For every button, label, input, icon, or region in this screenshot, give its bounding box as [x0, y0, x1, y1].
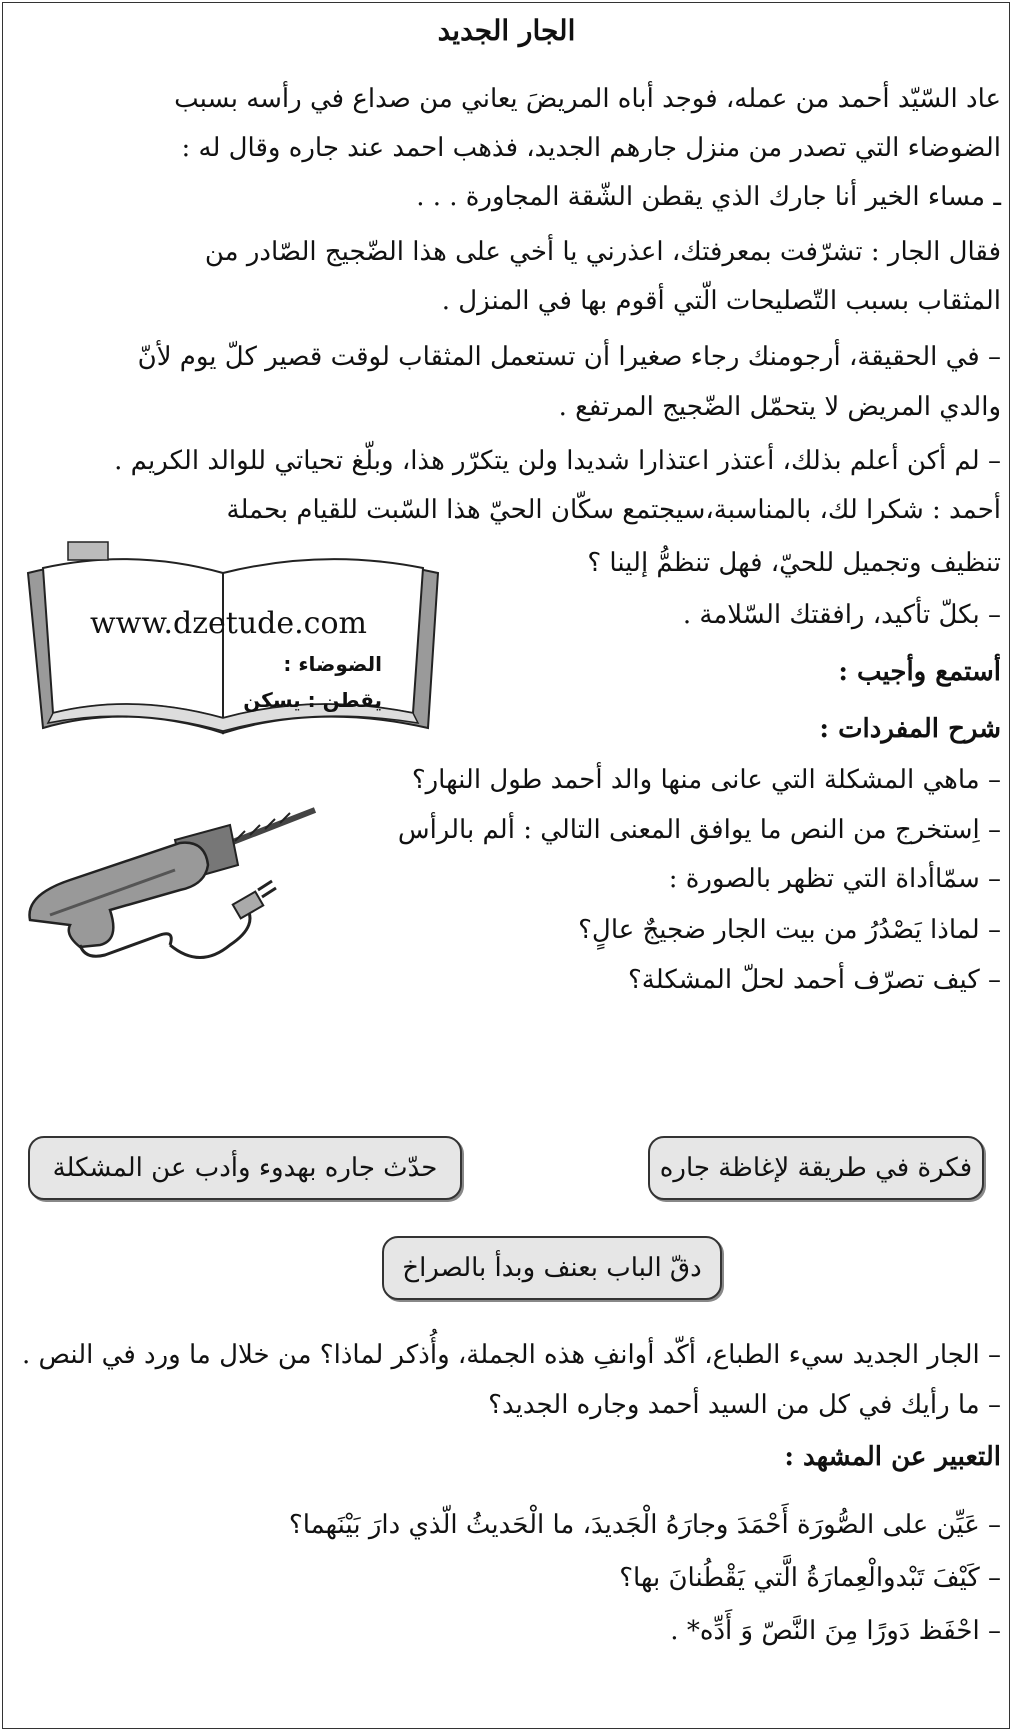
story-line: – لم أكن أعلم بذلك، أعتذر اعتذارا شديدا ولن يتكرّر هذا، وبلّغ تحياتي للوالد الكريم . — [114, 446, 1001, 476]
story-line: – في الحقيقة، أرجومنك رجاء صغيرا أن تستعمل المثقاب لوقت قصير كلّ يوم لأنّ — [137, 342, 1001, 372]
question: – كيف تصرّف أحمد لحلّ المشكلة؟ — [628, 965, 1001, 995]
expression-heading: التعبير عن المشهد : — [784, 1442, 1001, 1472]
expression-item: – عَيِّن على الصُّورَة أَحْمَدَ وجارَهُ الْجَديدَ، ما الْحَديثُ الّذي دارَ بَيْنَهما؟ — [288, 1510, 1001, 1540]
story-line: – بكلّ تأكيد، رافقتك السّلامة . — [682, 600, 1001, 630]
listen-heading: أستمع وأجيب : — [838, 657, 1001, 687]
vocab-definition: يقطن : يسكن — [243, 688, 382, 712]
expression-item: – كَيْفَ تَبْدوالْعِمارَةُ الَّتي يَقْطُنانَ بها؟ — [619, 1563, 1001, 1593]
drill-icon — [10, 785, 340, 970]
option-pill-center: دقّ الباب بعنف وبدأ بالصراخ — [382, 1236, 722, 1300]
watermark: www.dzetude.com — [90, 606, 367, 641]
story-line: ـ مساء الخير أنا جارك الذي يقطن الشّقة المجاورة . . . — [416, 182, 1001, 212]
question: – الجار الجديد سيء الطباع، أكّد أوانفِ هذه الجملة، وأُذكر لماذا؟ من خلال ما ورد في النص . — [22, 1340, 1001, 1370]
story-line: عاد السّيّد أحمد من عمله، فوجد أباه المريضَ يعاني من صداع في رأسه بسبب — [174, 84, 1001, 114]
story-line: أحمد : شكرا لك، بالمناسبة،سيجتمع سكّان الحيّ هذا السّبت للقيام بحملة — [226, 495, 1001, 525]
vocab-heading: شرح المفردات : — [819, 714, 1001, 744]
story-line: فقال الجار : تشرّفت بمعرفتك، اعذرني يا أخي على هذا الضّجيج الصّادر من — [204, 237, 1001, 267]
option-pill-right: فكرة في طريقة لإغاظة جاره — [648, 1136, 984, 1200]
story-line: تنظيف وتجميل للحيّ، فهل تنظمُّ إلينا ؟ — [587, 548, 1001, 578]
question: – ما رأيك في كل من السيد أحمد وجاره الجديد؟ — [488, 1390, 1001, 1420]
expression-item: – احْفَظ دَورًا مِنَ النَّصّ وَ أَدِّه* . — [670, 1616, 1001, 1646]
question: – سمّاأداة التي تظهر بالصورة : — [668, 864, 1001, 894]
open-book-icon — [8, 528, 448, 758]
question: – لماذا يَصْدُرُ من بيت الجار ضجيجٌ عالٍ؟ — [578, 915, 1001, 945]
question: – ماهي المشكلة التي عانى منها والد أحمد طول النهار؟ — [411, 765, 1001, 795]
story-line: المثقاب بسبب التّصليحات الّتي أقوم بها في المنزل . — [441, 286, 1001, 316]
story-line: والدي المريض لا يتحمّل الضّجيج المرتفع . — [558, 392, 1001, 422]
vocab-word: الضوضاء : — [283, 652, 382, 676]
page-title: الجار الجديد — [437, 14, 576, 47]
question: – اِستخرج من النص ما يوافق المعنى التالي : ألم بالرأس — [397, 815, 1001, 845]
story-line: الضوضاء التي تصدر من منزل جارهم الجديد، فذهب احمد عند جاره وقال له : — [181, 133, 1001, 163]
option-pill-left: حدّث جاره بهدوء وأدب عن المشكلة — [28, 1136, 462, 1200]
